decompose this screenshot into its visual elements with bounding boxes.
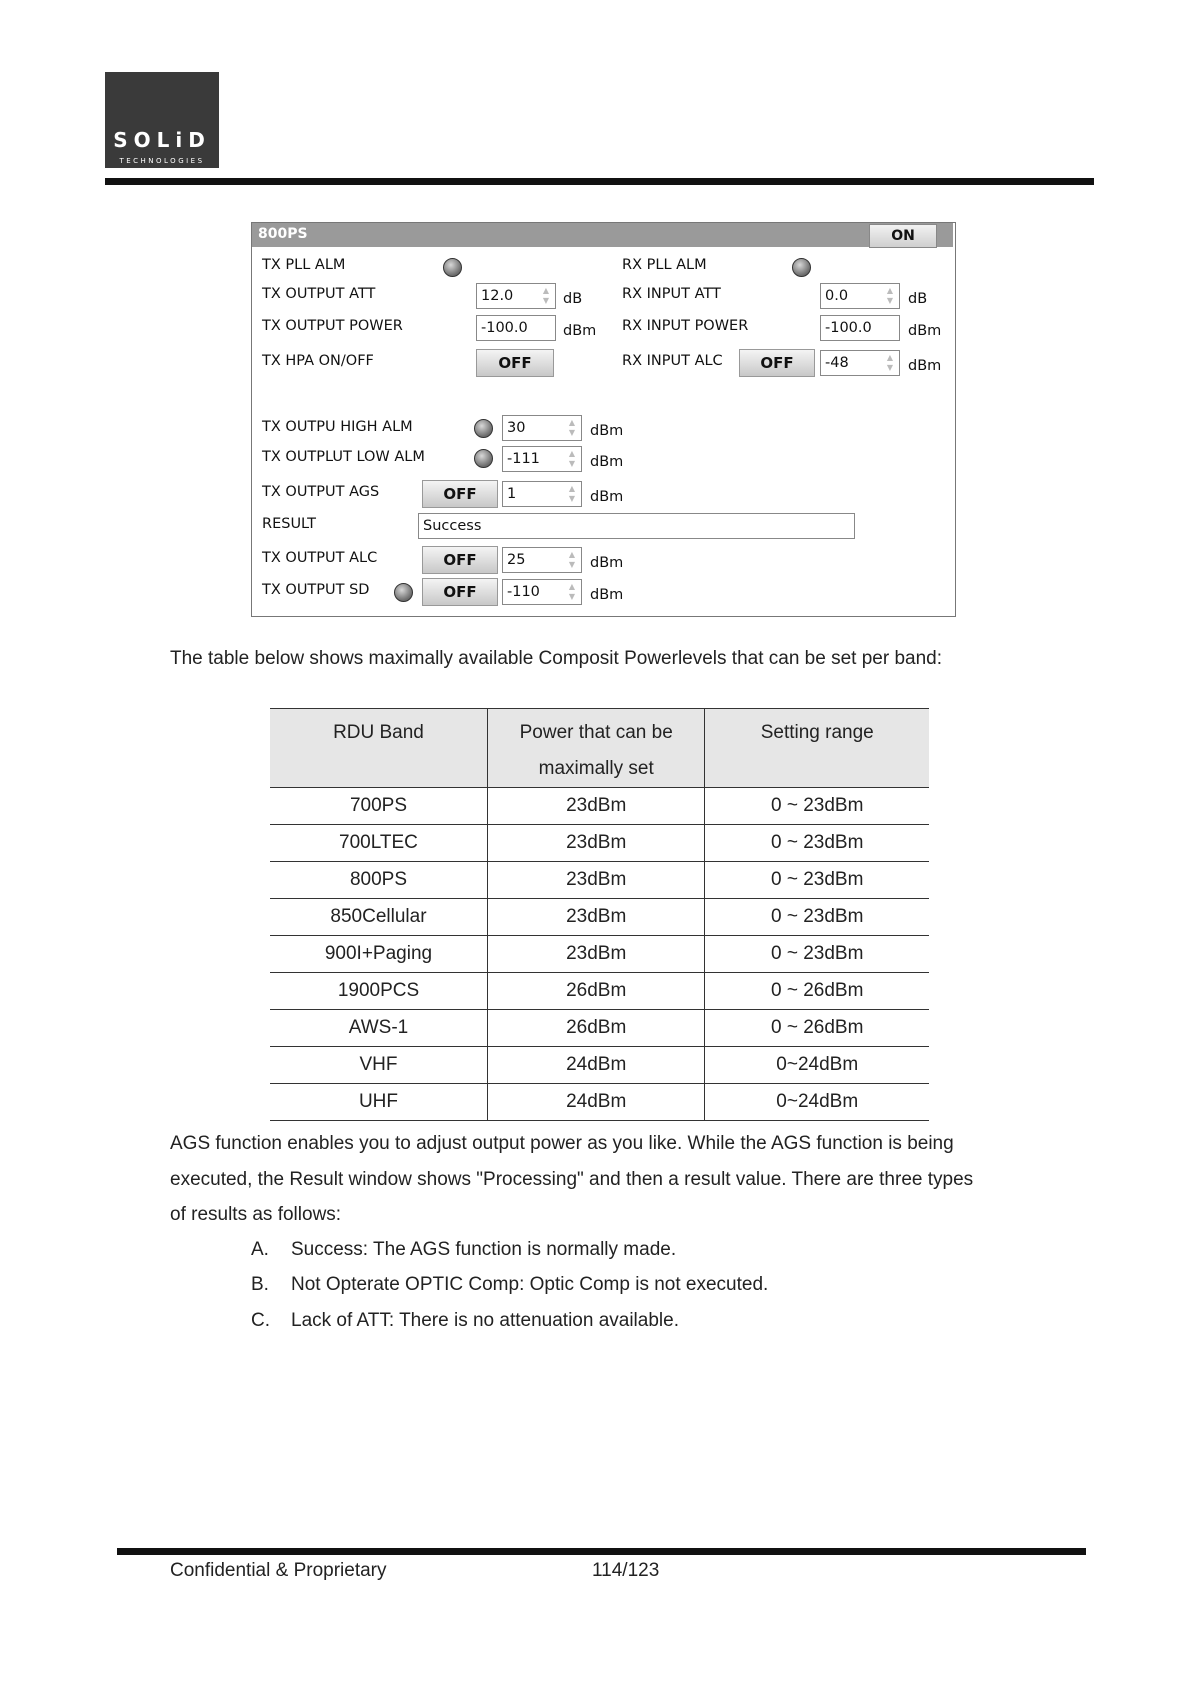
list-item: Not Opterate OPTIC Comp: Optic Comp is not executed. [291, 1274, 769, 1295]
table-cell: 26dBm [487, 973, 704, 1010]
table-cell: 700PS [270, 788, 487, 825]
rx-input-power-field: -100.0 [820, 315, 900, 341]
table-cell: 24dBm [487, 1047, 704, 1084]
list-item-marker: A. [251, 1239, 269, 1260]
on-button[interactable]: ON [869, 224, 937, 248]
tx-low-alm-input[interactable]: -111 ▲ ▼ [502, 446, 582, 472]
spin-arrows-icon[interactable]: ▲ ▼ [568, 484, 576, 503]
tx-pll-alm-led-icon [443, 258, 462, 277]
body-line-3: of results as follows: [170, 1204, 342, 1225]
footer-rule [117, 1548, 1086, 1555]
tx-low-alm-unit: dBm [590, 454, 624, 470]
tx-alc-label: TX OUTPUT ALC [262, 550, 378, 566]
table-cell: 24dBm [487, 1084, 704, 1121]
spin-arrows-icon[interactable]: ▲ ▼ [886, 353, 894, 372]
table-cell: 0 ~ 23dBm [705, 788, 929, 825]
tx-output-power-unit: dBm [563, 323, 597, 339]
rx-pll-alm-label: RX PLL ALM [622, 257, 707, 273]
tx-hpa-label: TX HPA ON/OFF [262, 353, 374, 369]
rx-input-alc-toggle-button[interactable]: OFF [739, 349, 815, 377]
table-row [270, 936, 929, 973]
tx-low-alm-label: TX OUTPLUT LOW ALM [262, 449, 425, 465]
table-cell: 23dBm [487, 788, 704, 825]
tx-output-att-unit: dB [563, 291, 583, 307]
table-row [270, 899, 929, 936]
table-cell: 0 ~ 26dBm [705, 1010, 929, 1047]
table-cell: 850Cellular [270, 899, 487, 936]
table-row [270, 1084, 929, 1121]
spin-arrows-icon[interactable]: ▲ ▼ [568, 418, 576, 437]
tx-sd-label: TX OUTPUT SD [262, 582, 370, 598]
table-cell: 0~24dBm [705, 1084, 929, 1121]
tx-hpa-toggle-button[interactable]: OFF [476, 349, 554, 377]
band-settings-panel [251, 222, 956, 617]
table-cell: 0 ~ 26dBm [705, 973, 929, 1010]
body-line-1: AGS function enables you to adjust output power as you like. While the AGS function is being [170, 1133, 954, 1154]
result-field: Success [418, 513, 855, 539]
tx-alc-toggle-button[interactable]: OFF [422, 546, 498, 574]
col-header-max-power: Power that can be maximally set [487, 709, 704, 788]
rx-input-alc-label: RX INPUT ALC [622, 353, 723, 369]
col-header-setting-range: Setting range [705, 709, 929, 788]
table-cell: 23dBm [487, 825, 704, 862]
result-label: RESULT [262, 516, 316, 532]
table-cell: 23dBm [487, 862, 704, 899]
tx-high-alm-unit: dBm [590, 423, 624, 439]
footer-confidential: Confidential & Proprietary [170, 1560, 387, 1581]
table-cell: 0 ~ 23dBm [705, 862, 929, 899]
tx-ags-toggle-button[interactable]: OFF [422, 480, 498, 508]
tx-output-att-input[interactable]: 12.0 ▲ ▼ [476, 283, 556, 309]
logo-subtitle: TECHNOLOGIES [119, 157, 205, 165]
table-header-row [270, 709, 929, 788]
tx-output-att-label: TX OUTPUT ATT [262, 286, 376, 302]
tx-output-power-label: TX OUTPUT POWER [262, 318, 403, 334]
page-number: 114/123 [592, 1560, 660, 1581]
rx-input-att-unit: dB [908, 291, 928, 307]
rx-input-att-input[interactable]: 0.0 ▲ ▼ [820, 283, 900, 309]
panel-title-bar [252, 223, 953, 247]
list-item-marker: B. [251, 1274, 269, 1295]
panel-title: 800PS [258, 226, 308, 242]
tx-high-alm-led-icon [474, 419, 493, 438]
rx-input-alc-unit: dBm [908, 358, 942, 374]
tx-output-power-field: -100.0 [476, 315, 556, 341]
rx-pll-alm-led-icon [792, 258, 811, 277]
table-cell: 0 ~ 23dBm [705, 825, 929, 862]
tx-sd-toggle-button[interactable]: OFF [422, 578, 498, 606]
table-row [270, 973, 929, 1010]
logo-wordmark: SOLiD [113, 128, 211, 152]
list-item-marker: C. [251, 1310, 270, 1331]
list-item: Success: The AGS function is normally made. [291, 1239, 677, 1260]
table-cell: 23dBm [487, 936, 704, 973]
tx-sd-unit: dBm [590, 587, 624, 603]
table-cell: 23dBm [487, 899, 704, 936]
power-levels-table [270, 708, 929, 1121]
list-item: Lack of ATT: There is no attenuation available. [291, 1310, 679, 1331]
spin-arrows-icon[interactable]: ▲ ▼ [568, 449, 576, 468]
tx-ags-label: TX OUTPUT AGS [262, 484, 380, 500]
table-row [270, 825, 929, 862]
table-intro: The table below shows maximally available Composit Powerlevels that can be set per band: [170, 648, 943, 669]
tx-alc-input[interactable]: 25 ▲ ▼ [502, 547, 582, 573]
rx-input-power-unit: dBm [908, 323, 942, 339]
table-row [270, 1010, 929, 1047]
table-cell: 0~24dBm [705, 1047, 929, 1084]
rx-input-power-label: RX INPUT POWER [622, 318, 749, 334]
table-cell: AWS-1 [270, 1010, 487, 1047]
table-cell: 0 ~ 23dBm [705, 936, 929, 973]
tx-ags-input[interactable]: 1 ▲ ▼ [502, 481, 582, 507]
table-cell: 26dBm [487, 1010, 704, 1047]
tx-pll-alm-label: TX PLL ALM [262, 257, 346, 273]
tx-high-alm-label: TX OUTPU HIGH ALM [262, 419, 413, 435]
spin-arrows-icon[interactable]: ▲ ▼ [886, 286, 894, 305]
col-header-rdu-band: RDU Band [270, 709, 487, 788]
rx-input-alc-input[interactable]: -48 ▲ ▼ [820, 350, 900, 376]
spin-arrows-icon[interactable]: ▲ ▼ [542, 286, 550, 305]
header-rule [105, 178, 1094, 185]
tx-low-alm-led-icon [474, 449, 493, 468]
company-logo [105, 72, 219, 168]
table-cell: UHF [270, 1084, 487, 1121]
table-cell: 900I+Paging [270, 936, 487, 973]
table-cell: 700LTEC [270, 825, 487, 862]
spin-arrows-icon[interactable]: ▲ ▼ [568, 550, 576, 569]
tx-sd-input[interactable]: -110 ▲ ▼ [502, 579, 582, 605]
tx-ags-unit: dBm [590, 489, 624, 505]
table-row [270, 788, 929, 825]
table-row [270, 1047, 929, 1084]
spin-arrows-icon[interactable]: ▲ ▼ [568, 582, 576, 601]
tx-alc-unit: dBm [590, 555, 624, 571]
body-line-2: executed, the Result window shows "Processing" and then a result value. There are three types [170, 1169, 974, 1190]
tx-sd-led-icon [394, 583, 413, 602]
table-cell: 800PS [270, 862, 487, 899]
table-cell: VHF [270, 1047, 487, 1084]
table-cell: 1900PCS [270, 973, 487, 1010]
table-row [270, 862, 929, 899]
table-cell: 0 ~ 23dBm [705, 899, 929, 936]
rx-input-att-label: RX INPUT ATT [622, 286, 721, 302]
tx-high-alm-input[interactable]: 30 ▲ ▼ [502, 415, 582, 441]
